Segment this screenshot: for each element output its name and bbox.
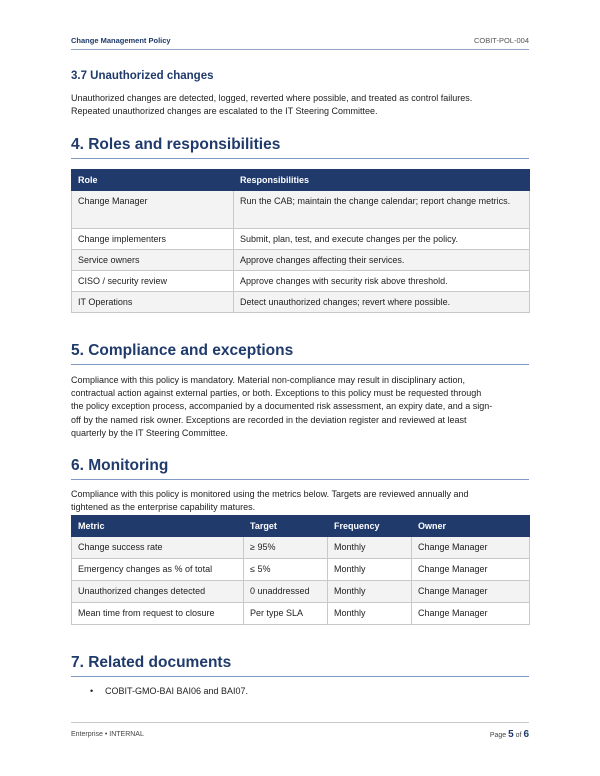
column-header-role: Role [72, 170, 234, 191]
table-cell: CISO / security review [72, 271, 234, 292]
paragraph-line: quarterly by the IT Steering Committee. [71, 427, 228, 438]
table-cell: Change implementers [72, 229, 234, 250]
paragraph-line: Unauthorized changes are detected, logged, reverted where possible, and treated as control failures. [71, 93, 473, 103]
table-header-row [72, 170, 530, 191]
paragraph-line: tightened as the enterprise capability matures. [71, 502, 256, 513]
table-cell: Change Manager [412, 537, 530, 559]
page-label: Page [489, 732, 507, 739]
page-number: 5 [508, 729, 514, 740]
table-row [72, 292, 530, 313]
paragraph-line: Compliance with this policy is monitored using the metrics below. Targets are reviewed annually and [71, 489, 469, 499]
paragraph-line: the policy exception process, accompanied by a documented risk assessment, an expiry date, and a sign- [71, 401, 493, 412]
section-6-rule [71, 479, 529, 480]
section-7-heading: 7. Related documents [71, 654, 232, 671]
table-cell: Mean time from request to closure [72, 603, 244, 625]
column-header-owner: Owner [412, 516, 530, 537]
paragraph-line: Compliance with this policy is mandatory. Material non-compliance may result in disciplinary action, [71, 375, 465, 385]
header-doc-id: COBIT-POL-004 [473, 36, 529, 45]
header-title: Change Management Policy [71, 36, 171, 45]
header-rule [71, 49, 529, 50]
section-5-heading: 5. Compliance and exceptions [71, 342, 294, 359]
table-cell: Monthly [328, 603, 412, 625]
table-cell: Change Manager [412, 581, 530, 603]
column-header-responsibilities: Responsibilities [234, 170, 530, 191]
bullet-marker: • [90, 686, 94, 696]
paragraph-line: contractual action against external parties, or both. Exceptions to this policy must be requested through [71, 388, 482, 399]
paragraph-line: off by the named risk owner. Exceptions are recorded in the deviation register and reviewed at least [71, 414, 467, 425]
table-cell: Submit, plan, test, and execute changes per the policy. [234, 229, 530, 250]
section-4-heading: 4. Roles and responsibilities [71, 136, 281, 153]
table-cell: Monthly [328, 581, 412, 603]
list-item: COBIT-GMO-BAI BAI06 and BAI07. [105, 686, 249, 696]
page-of-label: of [515, 732, 522, 739]
table-cell: Approve changes with security risk above threshold. [234, 271, 530, 292]
section-3-7-heading: 3.7 Unauthorized changes [71, 70, 214, 82]
table-row [72, 271, 530, 292]
section-6-paragraph [71, 488, 533, 514]
table-cell: Unauthorized changes detected [72, 581, 244, 603]
table-row [72, 603, 530, 625]
table-cell: Approve changes affecting their services. [234, 250, 530, 271]
column-header-frequency: Frequency [328, 516, 412, 537]
table-cell: IT Operations [72, 292, 234, 313]
table-cell: 0 unaddressed [244, 581, 328, 603]
section-5-rule [71, 364, 529, 365]
column-header-metric: Metric [72, 516, 244, 537]
table-cell: Service owners [72, 250, 234, 271]
footer-classification: Enterprise • INTERNAL [71, 731, 144, 738]
table-row [72, 229, 530, 250]
table-cell: Change Manager [412, 559, 530, 581]
metrics-table [71, 515, 530, 625]
table-row [72, 581, 530, 603]
page-total: 6 [523, 729, 529, 740]
table-cell: Change Manager [72, 191, 234, 229]
footer-page-indicator [490, 729, 529, 740]
table-row [72, 191, 530, 229]
table-cell: Per type SLA [244, 603, 328, 625]
table-cell: ≤ 5% [244, 559, 328, 581]
paragraph-line: Repeated unauthorized changes are escalated to the IT Steering Committee. [71, 106, 378, 117]
table-header-row [72, 516, 530, 537]
roles-table [71, 169, 530, 313]
table-cell: Monthly [328, 537, 412, 559]
table-cell: Run the CAB; maintain the change calendar; report change metrics. [234, 191, 530, 229]
section-3-7-paragraph [71, 92, 533, 118]
section-4-rule [71, 158, 529, 159]
column-header-target: Target [244, 516, 328, 537]
table-cell: Monthly [328, 559, 412, 581]
table-row [72, 559, 530, 581]
section-6-heading: 6. Monitoring [71, 457, 169, 474]
table-cell: Change Manager [412, 603, 530, 625]
section-5-paragraph [71, 374, 533, 440]
table-row [72, 250, 530, 271]
footer-rule [71, 722, 529, 723]
table-cell: ≥ 95% [244, 537, 328, 559]
table-cell: Emergency changes as % of total [72, 559, 244, 581]
table-cell: Change success rate [72, 537, 244, 559]
table-row [72, 537, 530, 559]
table-cell: Detect unauthorized changes; revert where possible. [234, 292, 530, 313]
section-7-rule [71, 676, 529, 677]
